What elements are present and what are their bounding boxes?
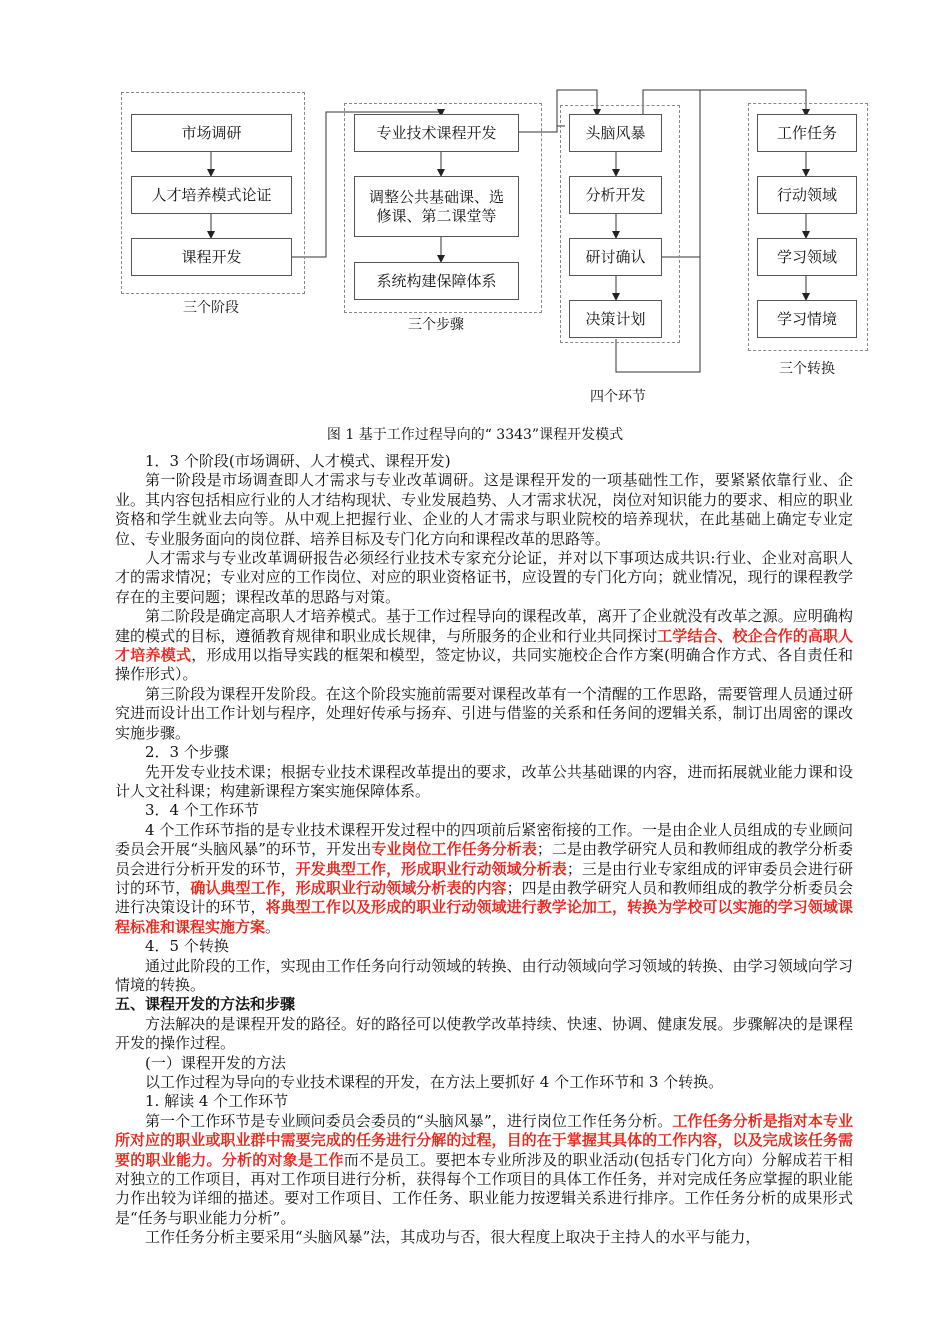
stage-group-caption: 三个阶段 (183, 300, 239, 316)
paragraph: 以工作过程为导向的专业技术课程的开发，在方法上要抓好 4 个工作环节和 3 个转换。 (145, 1073, 724, 1091)
body-text (115, 452, 853, 1248)
highlight-text: 工学结合、校企合作的高职人才培养模式 (115, 626, 853, 665)
highlight-text: 确认典型工作，形成职业行动领域分析表的内容 (190, 878, 507, 897)
figure-caption: 图 1 基于工作过程导向的“ 3343”课程开发模式 (326, 427, 624, 443)
chapter-heading: 五、课程开发的方法和步骤 (115, 995, 296, 1014)
step-group-caption: 三个步骤 (408, 317, 464, 333)
paragraph: 第三阶段为课程开发阶段。在这个阶段实施前需要对课程改革有一个清醒的工作思路，需要管理人员通过研究进而设计出工作计划与程序，处理好传承与扬弃、引进与借鉴的关系和任务间的逻辑关系，制订出周密的课改实施步骤。 (115, 684, 853, 742)
paragraph: 人才需求与专业改革调研报告必须经行业技术专家充分论证，并对以下事项达成共识:行业、企业对高职人才的需求情况；专业对应的工作岗位、对应的职业资格证书，应设置的专门化方向；就业情况，现行的课程教学存在的主要问题；课程改革的思路与对策。 (115, 549, 853, 606)
transform-group-caption: 三个转换 (779, 361, 835, 377)
highlight-text: 开发典型工作，形成职业行动领域分析表 (295, 859, 567, 878)
highlight-text: 工作任务分析是指对本专业所对应的职业或职业群中需要完成的任务进行分解的过程，目的在于掌握其具体的工作内容，以及完成该任务需要的职业能力。分析的对象是工作 (115, 1111, 853, 1169)
link-box-brainstorm: 头脑风暴 (569, 114, 662, 152)
paragraph: 第一阶段是市场调查即人才需求与专业改革调研。这是课程开发的一项基础性工作，要紧紧依靠行业、企业。其内容包括相应行业的人才结构现状、专业发展趋势、人才需求状况，岗位对知识能力的要求、相应的职业资格和学生就业去向等。从中观上把握行业、企业的人才需求与职业院校的培养现状，在此基础上确定专业定位、专业服务面向的岗位群、培养目标及专门化方向和课程改革的思路等。 (115, 471, 853, 548)
stage-box-talent-model: 人才培养模式论证 (131, 176, 292, 214)
paragraph: 第二阶段是确定高职人才培养模式。基于工作过程导向的课程改革，离开了企业就没有改革之源。应明确构建的模式的目标，遵循教育规律和职业成长规律，与所服务的企业和行业共同探讨工学结合、校企合作的高职人才培养模式，形成用以指导实践的框架和模型，签定协议，共同实施校企合作方案(明确合作方式、各自责任和操作形式）。 (115, 607, 853, 684)
step-box-tech-course: 专业技术课程开发 (354, 114, 519, 152)
paragraph: 通过此阶段的工作，实现由工作任务向行动领域的转换、由行动领域向学习领域的转换、由学习领域向学习情境的转换。 (115, 956, 853, 994)
paragraph: 工作任务分析主要采用“头脑风暴”法，其成功与否，很大程度上取决于主持人的水平与能力， (145, 1228, 761, 1247)
paragraph: 先开发专业技术课；根据专业技术课程改革提出的要求，改革公共基础课的内容，进而拓展就业能力课和设计人文社科课；构建新课程方案实施保障体系。 (115, 762, 853, 800)
link-box-review: 研讨确认 (569, 238, 662, 276)
link-box-decision: 决策计划 (569, 300, 662, 338)
step-box-support-system: 系统构建保障体系 (354, 262, 519, 300)
stage-box-market-research: 市场调研 (131, 114, 292, 152)
paragraph: 第一个工作环节是专业顾问委员会委员的“头脑风暴”，进行岗位工作任务分析。工作任务分析是指对本专业所对应的职业或职业群中需要完成的任务进行分解的过程，目的在于掌握其具体的工作内容，以及完成该任务需要的职业能力。分析的对象是工作而不是员工。要把本专业所涉及的职业活动(包括专门化方向）分解成若干相对独立的工作项目，再对工作项目进行分析，获得每个工作项目的具体工作任务，并对完成任务应掌握的职业能力作出较为详细的描述。要对工作项目、工作任务、职业能力按逻辑关系进行排序。工作任务分析的成果形式是“任务与职业能力分析”。 (115, 1111, 853, 1227)
transform-box-learning-situation: 学习情境 (757, 300, 857, 338)
transform-box-learning-field: 学习领域 (757, 238, 857, 276)
paragraph: 方法解决的是课程开发的路径。好的路径可以使教学改革持续、快速、协调、健康发展。步骤解决的是课程开发的操作过程。 (115, 1014, 853, 1053)
highlight-text: 专业岗位工作任务分析表 (371, 840, 537, 859)
paragraph: 4 个工作环节指的是专业技术课程开发过程中的四项前后紧密衔接的工作。一是由企业人员组成的专业顾问委员会开展“头脑风暴”的环节，开发出专业岗位工作任务分析表；二是由教学研究人员和教师组成的教学分析委员会进行分析开发的环节，开发典型工作，形成职业行动领域分析表；三是由行业专家组成的评审委员会进行研讨的环节，确认典型工作，形成职业行动领域分析表的内容；四是由教学研究人员和教师组成的教学分析委员会进行决策设计的环节，将典型工作以及形成的职业行动领域进行教学论加工，转换为学校可以实施的学习领域课程标准和课程实施方案。 (115, 820, 853, 936)
transform-box-action-field: 行动领域 (757, 176, 857, 214)
section-heading-3-steps: 2．3 个步骤 (145, 743, 229, 762)
section-heading-5-transforms: 4．5 个转换 (145, 937, 229, 956)
process-diagram (0, 0, 950, 420)
transform-box-work-task: 工作任务 (757, 114, 857, 152)
stage-box-course-dev: 课程开发 (131, 238, 292, 276)
highlight-text: 将典型工作以及形成的职业行动领域进行教学论加工，转换为学校可以实施的学习领域课程标准和课程实施方案 (115, 898, 853, 936)
link-box-analysis: 分析开发 (569, 176, 662, 214)
section-heading-4-links: 3．4 个工作环节 (145, 801, 259, 820)
subsection-heading: 1. 解读 4 个工作环节 (145, 1092, 289, 1111)
section-heading-3-stages: 1．3 个阶段(市场调研、人才模式、课程开发) (145, 452, 451, 470)
subsection-heading: (一）课程开发的方法 (145, 1053, 286, 1072)
step-box-adjust-courses: 调整公共基础课、选修课、第二课堂等 (354, 176, 519, 237)
link-group-caption: 四个环节 (590, 389, 646, 405)
